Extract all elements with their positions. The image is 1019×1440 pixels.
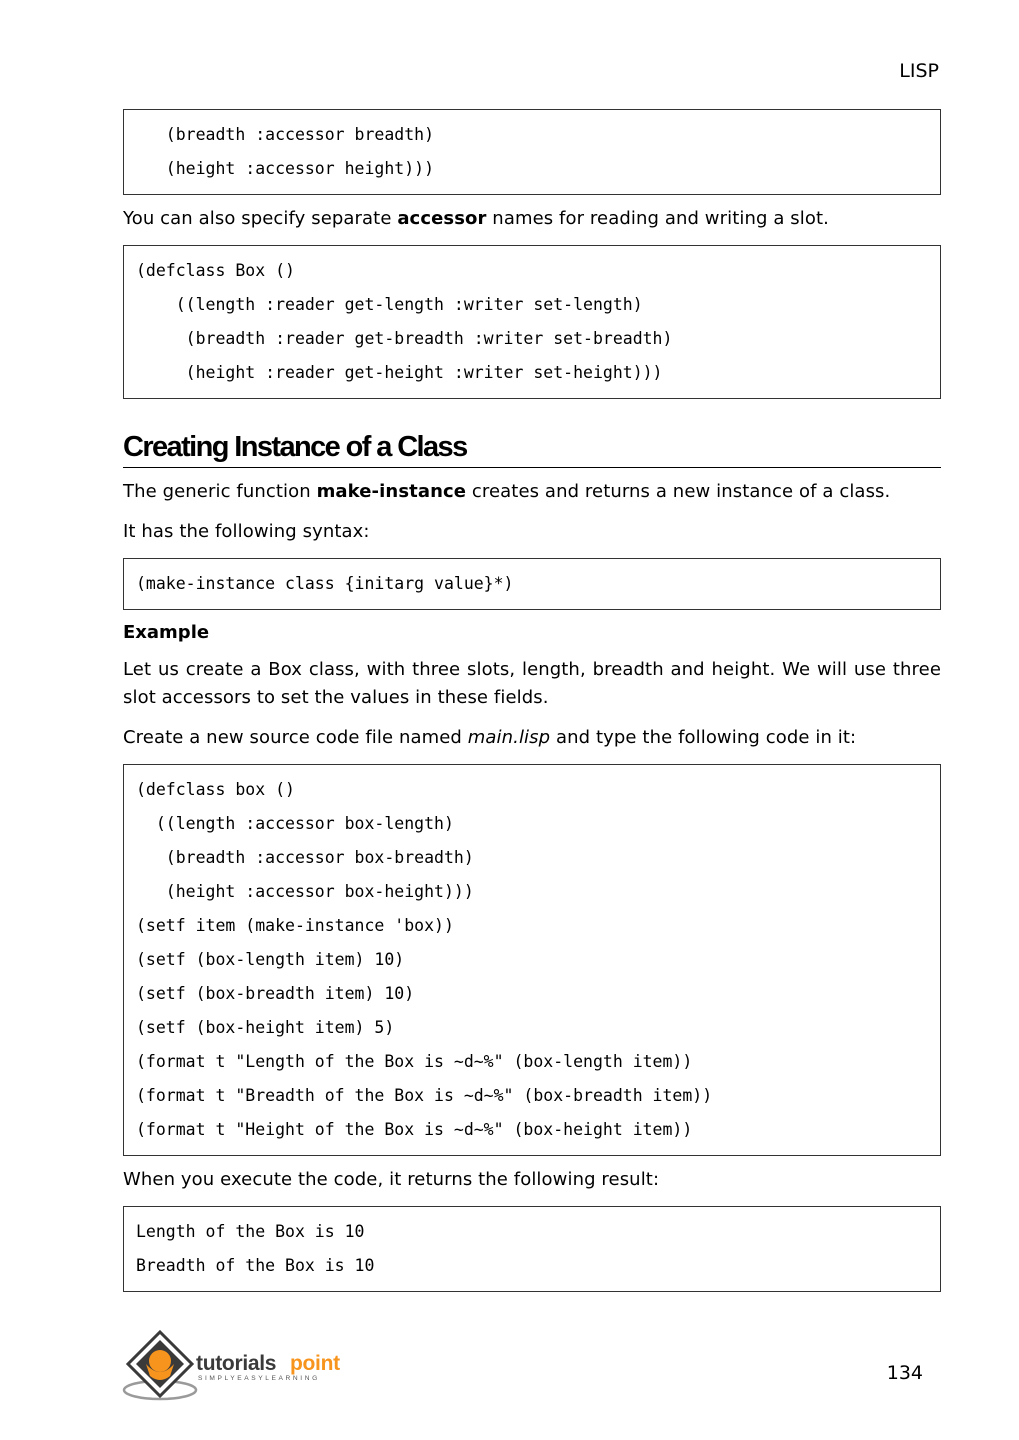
logo-text-main: tutorials (196, 1352, 277, 1375)
code-line: Breadth of the Box is 10 (136, 1256, 375, 1275)
code-line: Length of the Box is 10 (136, 1222, 365, 1241)
paragraph-result: When you execute the code, it returns the following result: (123, 1169, 660, 1190)
code-line: (breadth :accessor box-breadth) (136, 848, 474, 867)
paragraph-accessor (123, 205, 941, 233)
page-content (123, 109, 941, 1292)
code-line: (height :reader get-height :writer set-height))) (136, 363, 663, 382)
example-label: Example (123, 622, 210, 643)
tutorialspoint-logo (122, 1328, 372, 1404)
section-heading: Creating Instance of a Class (123, 429, 941, 468)
code-line: (format t "Height of the Box is ~d~%" (box-height item)) (136, 1120, 693, 1139)
paragraph-box-class: Let us create a Box class, with three slots, length, breadth and height. We will use three slot accessors to set the values in these fields. (123, 659, 941, 708)
page-number: 134 (886, 1362, 923, 1384)
paragraph-create-file (123, 724, 941, 752)
code-block-1 (123, 109, 941, 195)
code-block-syntax (123, 558, 941, 610)
code-line: ((length :accessor box-length) (136, 814, 454, 833)
text-run: The generic function (123, 481, 317, 502)
text-run: You can also specify separate (123, 208, 398, 229)
code-block-output (123, 1206, 941, 1292)
bold-term: accessor (397, 208, 487, 229)
bold-term: make-instance (316, 481, 467, 502)
paragraph-syntax: It has the following syntax: (123, 521, 370, 542)
code-line: (height :accessor height))) (136, 159, 435, 178)
code-line: (setf (box-length item) 10) (136, 950, 405, 969)
logo-text-accent: point (290, 1352, 340, 1375)
code-block-example (123, 764, 941, 1156)
text-run: names for reading and writing a slot. (486, 208, 829, 229)
code-line: (height :accessor box-height))) (136, 882, 474, 901)
code-block-2 (123, 245, 941, 399)
running-header: LISP (899, 60, 939, 82)
code-line: (defclass box () (136, 780, 295, 799)
code-line: (setf (box-breadth item) 10) (136, 984, 415, 1003)
code-line: (setf (box-height item) 5) (136, 1018, 395, 1037)
code-line: (make-instance class {initarg value}*) (136, 574, 514, 593)
italic-filename: main.lisp (467, 727, 551, 748)
code-line: (defclass Box () (136, 261, 295, 280)
code-line: (breadth :accessor breadth) (136, 125, 435, 144)
logo-tagline: SIMPLYEASYLEARNING (198, 1375, 320, 1382)
text-run: and type the following code in it: (550, 727, 857, 748)
text-run: Create a new source code file named (123, 727, 468, 748)
code-line: (setf item (make-instance 'box)) (136, 916, 454, 935)
code-line: (format t "Length of the Box is ~d~%" (box-length item)) (136, 1052, 693, 1071)
logo-figure-icon (149, 1350, 171, 1372)
code-line: (format t "Breadth of the Box is ~d~%" (box-breadth item)) (136, 1086, 713, 1105)
code-line: ((length :reader get-length :writer set-length) (136, 295, 643, 314)
code-line: (breadth :reader get-breadth :writer set-breadth) (136, 329, 673, 348)
text-run: creates and returns a new instance of a class. (466, 481, 891, 502)
paragraph-make-instance (123, 478, 941, 506)
